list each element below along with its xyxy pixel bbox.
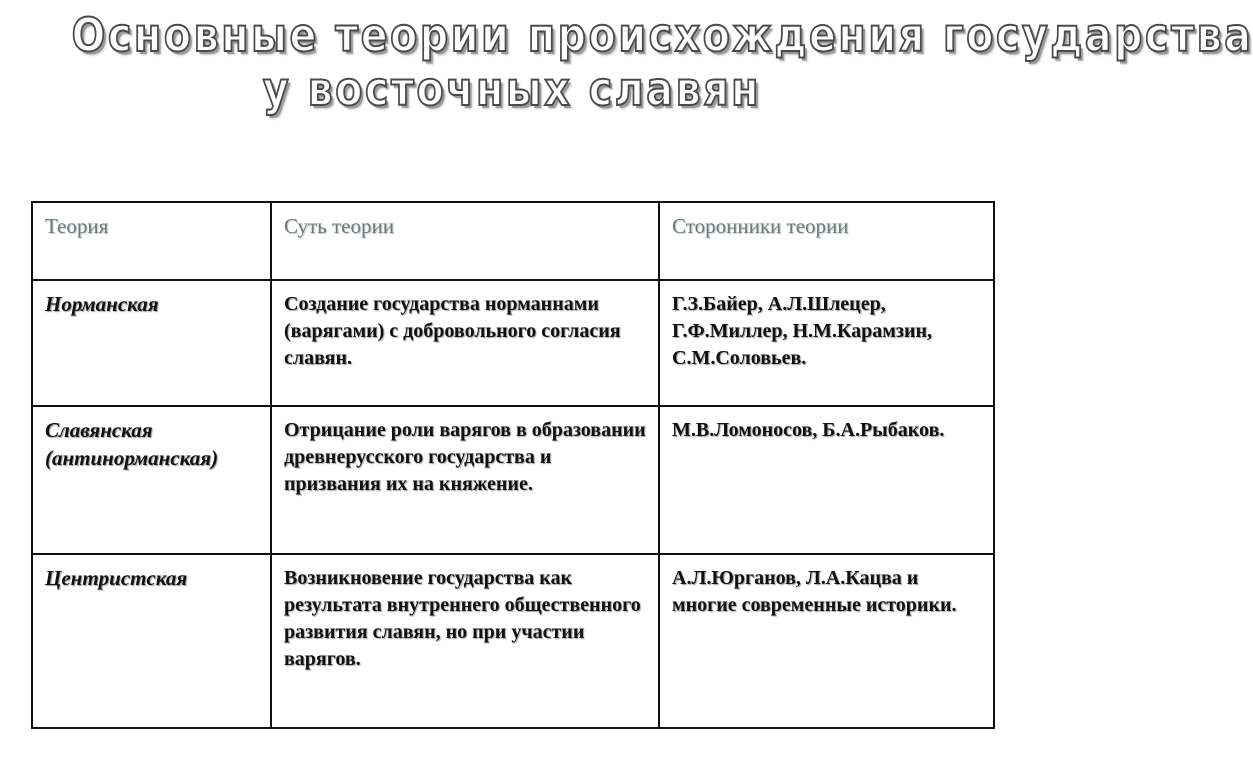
header-essence: Суть теории [271, 202, 659, 280]
header-theory: Теория [32, 202, 271, 280]
slide-title-line-1: Основные теории происхождения государства [71, 8, 1253, 62]
theory-supporters: А.Л.Юрганов, Л.А.Кацва и многие современные историки. [672, 567, 957, 616]
supporters-cell [659, 554, 994, 728]
supporters-cell [659, 406, 994, 554]
theory-essence: Отрицание роли варягов в образовании древнерусского государства и призвания их на княжение. [284, 419, 646, 495]
theory-essence: Возникновение государства как результата внутреннего общественного развития славян, но при участии варягов. [284, 567, 641, 670]
theories-table [31, 201, 995, 729]
theory-essence: Создание государства норманнами (варягами) с добровольного согласия славян. [284, 293, 621, 369]
theory-supporters: Г.З.Байер, А.Л.Шлецер, Г.Ф.Миллер, Н.М.Карамзин, С.М.Соловьев. [672, 293, 932, 369]
table-row [32, 280, 994, 406]
table-row [32, 406, 994, 554]
essence-cell [271, 406, 659, 554]
theory-cell [32, 280, 271, 406]
theory-name: Норманская [45, 292, 159, 316]
slide-title [71, 8, 1253, 116]
table-row [32, 554, 994, 728]
theory-cell [32, 554, 271, 728]
theory-cell [32, 406, 271, 554]
essence-cell [271, 280, 659, 406]
theory-supporters: М.В.Ломоносов, Б.А.Рыбаков. [672, 419, 945, 441]
theory-name: Центристская [45, 566, 188, 590]
header-supporters: Сторонники теории [659, 202, 994, 280]
supporters-cell [659, 280, 994, 406]
slide-title-line-2: у восточных славян [262, 62, 762, 116]
table-header-row [32, 202, 994, 280]
theory-name: Славянская (антинорманская) [45, 418, 219, 470]
essence-cell [271, 554, 659, 728]
